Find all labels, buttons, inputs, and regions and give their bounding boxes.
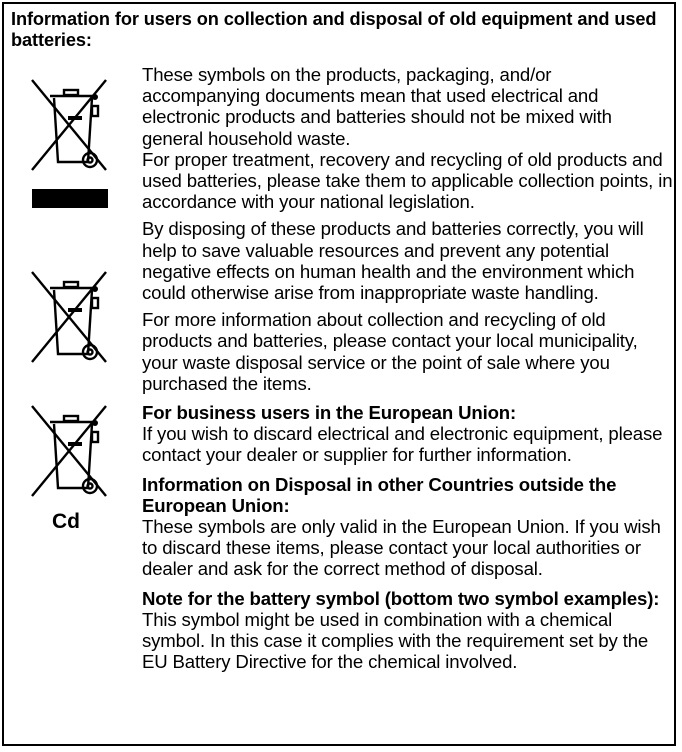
battery-note-body: This symbol might be used in combination with a chemical symbol. In this case it complies with the requirement set by the EU Battery Directive for the chemical involved. [142, 608, 649, 673]
paragraph-proper-treatment: For proper treatment, recovery and recycling of old products and used batteries, please take them to applicable collection points, in accordance with your national legislation. [142, 148, 673, 213]
text-column [142, 64, 674, 672]
crossed-out-wheelie-bin-icon [28, 76, 110, 174]
outside-eu-body: These symbols are only valid in the European Union. If you wish to discard these items, please contact your local authorities or dealer and ask for the correct method of disposal. [142, 516, 661, 580]
paragraph-symbols-meaning: These symbols on the products, packaging, and/or accompanying documents mean that used electrical and electronic products and batteries should not be mixed with general household waste. [142, 64, 612, 149]
heading-outside-eu: Information on Disposal in other Countries outside the European Union: [142, 473, 617, 516]
paragraph-disposing-correctly: By disposing of these products and batteries correctly, you will help to save valuable resources and prevent any potential negative effects on human health and the environment which could otherwise arise from inappropriate waste handling. [142, 218, 644, 304]
business-users-body: If you wish to discard electrical and electronic equipment, please contact your dealer or supplier for further information. [142, 423, 663, 466]
crossed-out-wheelie-bin-icon [28, 402, 110, 500]
crossed-out-wheelie-bin-icon [28, 268, 110, 366]
chemical-symbol-cd: Cd [52, 510, 80, 533]
paragraph-more-information: For more information about collection and recycling of old products and batteries, please contact your local municipality, your waste disposal service or the point of sale where you purchased the items. [142, 309, 638, 394]
black-bar-symbol [32, 189, 108, 208]
heading-battery-note: Note for the battery symbol (bottom two symbol examples): [142, 587, 660, 609]
disposal-info-box [2, 2, 676, 746]
page-title: Information for users on collection and disposal of old equipment and used batteries: [11, 9, 657, 50]
heading-business-users: For business users in the European Union: [142, 402, 517, 424]
